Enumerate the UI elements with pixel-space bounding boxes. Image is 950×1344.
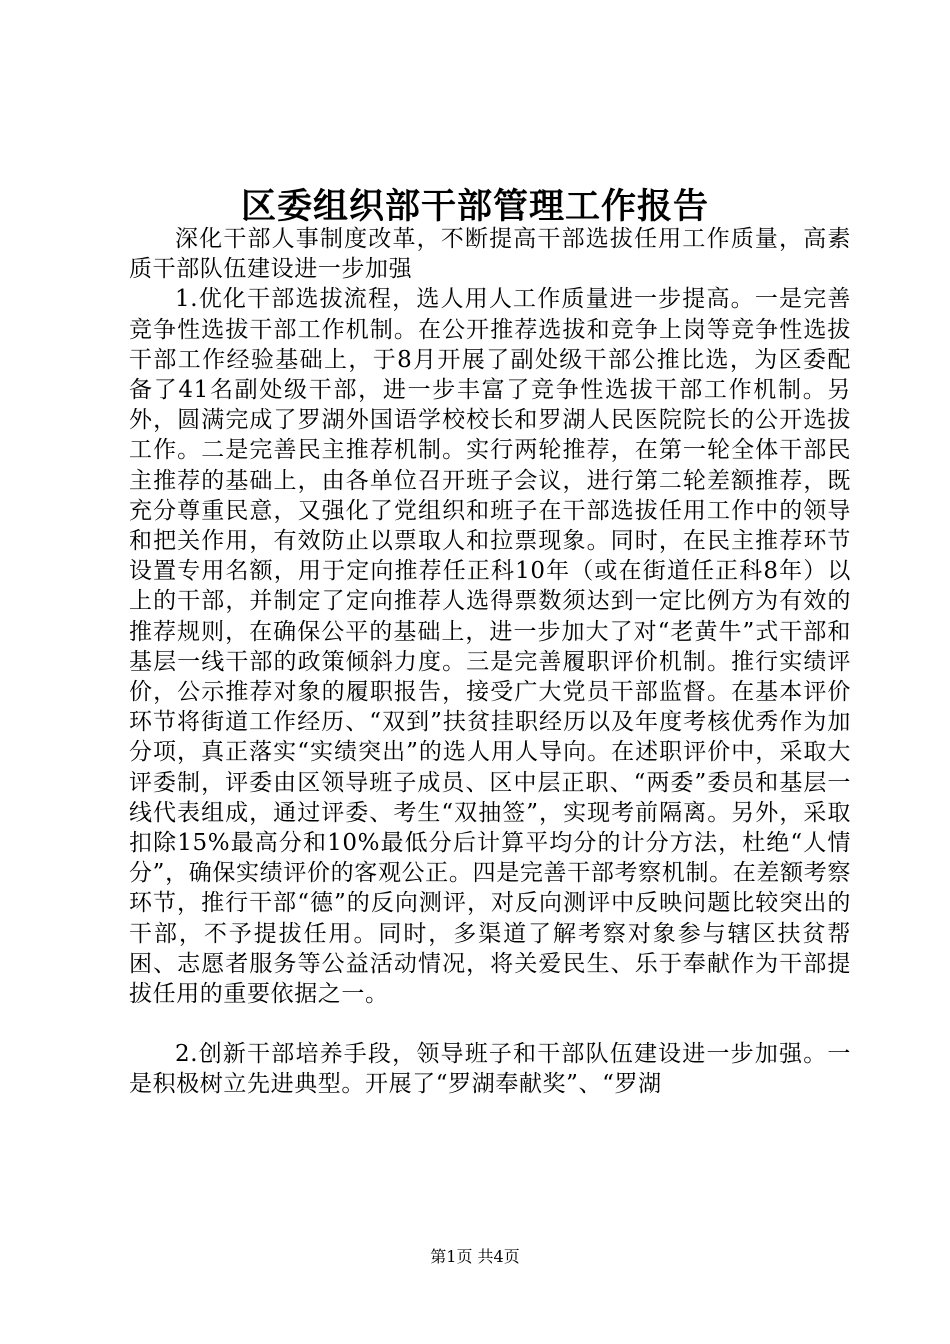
paragraph-intro: 深化干部人事制度改革，不断提高干部选拔任用工作质量，高素质干部队伍建设进一步加强 [129,226,851,283]
page-footer: 第1页 共4页 [430,1247,520,1266]
paragraph-section-1: 1.优化干部选拔流程，选人用人工作质量进一步提高。一是完善竞争性选拔干部工作机制。在公开推荐选拔和竞争上岗等竞争性选拔干部工作经验基础上，于8月开展了副处级干部公推比选，为区委配备了41名副处级干部，进一步丰富了竞争性选拔干部工作机制。另外，圆满完成了罗湖外国语学校校长和罗湖人民医院院长的公开选拔工作。二是完善民主推荐机制。实行两轮推荐，在第一轮全体干部民主推荐的基础上，由各单位召开班子会议，进行第二轮差额推荐，既充分尊重民意，又强化了党组织和班子在干部选拔任用工作中的领导和把关作用，有效防止以票取人和拉票现象。同时，在民主推荐环节设置专用名额，用于定向推荐任正科10年（或在街道任正科8年）以上的干部，并制定了定向推荐人选得票数须达到一定比例方为有效的推荐规则，在确保公平的基础上，进一步加大了对“老黄牛”式干部和基层一线干部的政策倾斜力度。三是完善履职评价机制。推行实绩评价，公示推荐对象的履职报告，接受广大党员干部监督。在基本评价环节将街道工作经历、“双到”扶贫挂职经历以及年度考核优秀作为加分项，真正落实“实绩突出”的选人用人导向。在述职评价中，采取大评委制，评委由区领导班子成员、区中层正职、“两委”委员和基层一线代表组成，通过评委、考生“双抽签”，实现考前隔离。另外，采取扣除15%最高分和10%最低分后计算平均分的计分方法，杜绝“人情分”，确保实绩评价的客观公正。四是完善干部考察机制。在差额考察环节，推行干部“德”的反向测评，对反向测评中反映问题比较突出的干部，不予提拔任用。同时，多渠道了解考察对象参与辖区扶贫帮困、志愿者服务等公益活动情况，将关爱民生、乐于奉献作为干部提拔任用的重要依据之一。 [129,286,851,1008]
paragraph-section-2: 2.创新干部培养手段，领导班子和干部队伍建设进一步加强。一是积极树立先进典型。开展了“罗湖奉献奖”、“罗湖 [129,1041,851,1098]
document-title: 区委组织部干部管理工作报告 [240,186,709,227]
document-body [129,224,851,1100]
